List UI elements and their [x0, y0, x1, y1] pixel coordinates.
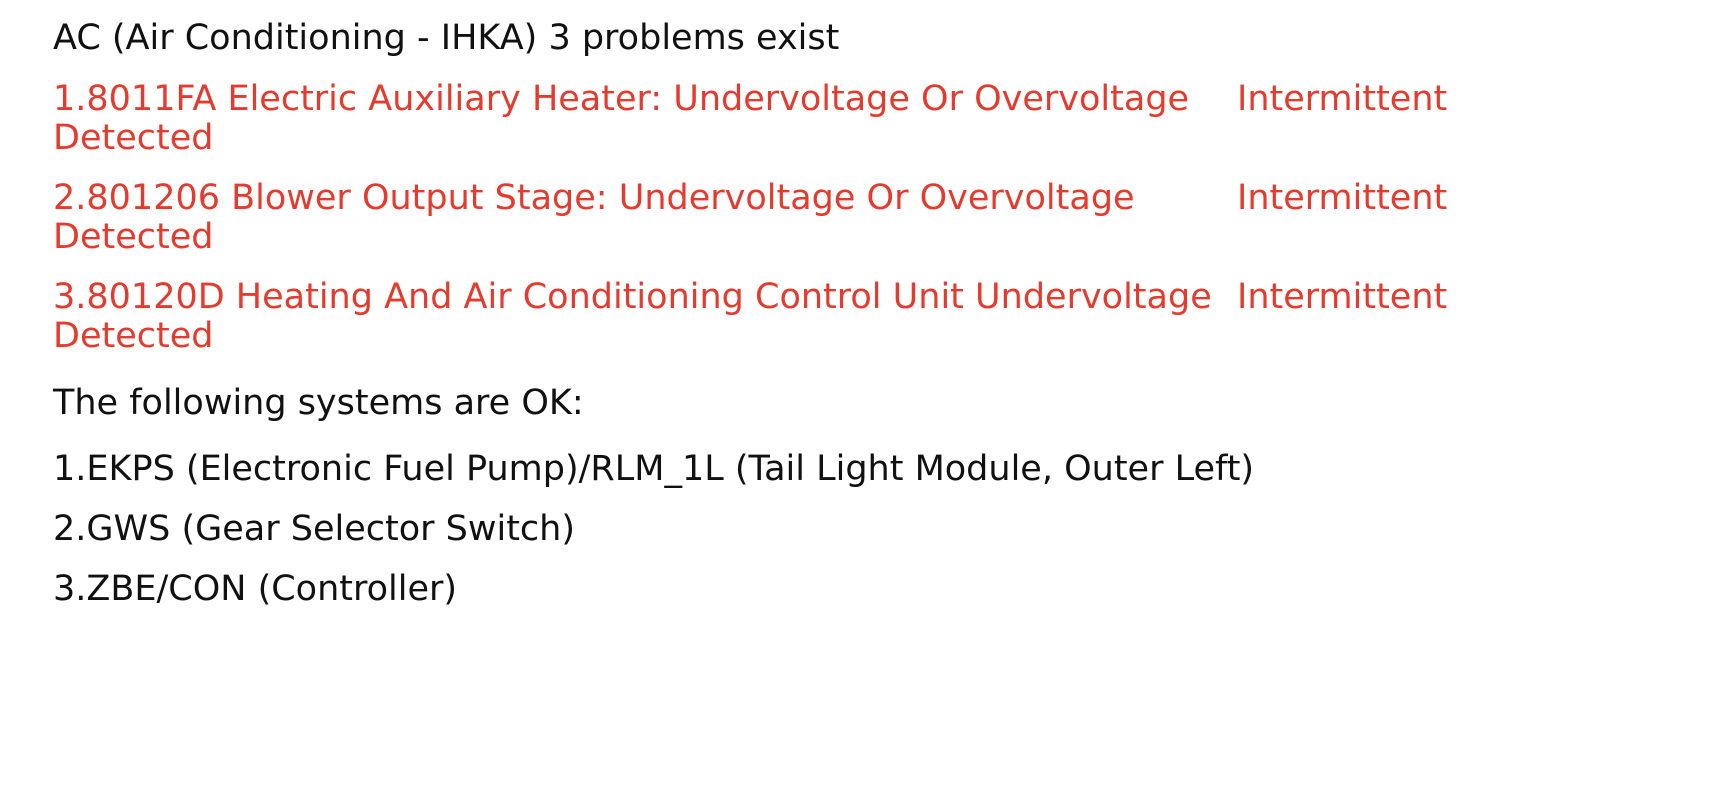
fault-item	[53, 80, 1453, 158]
ok-system-item: 2.GWS (Gear Selector Switch)	[53, 509, 576, 549]
fault-status: Intermittent	[1237, 178, 1448, 218]
system-heading: AC (Air Conditioning - IHKA) 3 problems exist	[53, 18, 840, 58]
ok-systems-list	[53, 445, 1673, 613]
diagnostic-report	[53, 14, 1673, 625]
fault-status: Intermittent	[1237, 277, 1448, 317]
ok-system-item: 1.EKPS (Electronic Fuel Pump)/RLM_1L (Tail Light Module, Outer Left)	[53, 449, 1255, 489]
ok-systems-heading: The following systems are OK:	[53, 383, 584, 423]
fault-status: Intermittent	[1237, 79, 1448, 119]
ok-system-item: 3.ZBE/CON (Controller)	[53, 569, 458, 609]
fault-description: 1.8011FA Electric Auxiliary Heater: Undervoltage Or Overvoltage Detected	[53, 79, 1190, 158]
fault-list	[53, 80, 1673, 356]
fault-item	[53, 179, 1453, 257]
fault-item	[53, 278, 1453, 356]
fault-description: 2.801206 Blower Output Stage: Undervoltage Or Overvoltage Detected	[53, 178, 1135, 257]
fault-description: 3.80120D Heating And Air Conditioning Control Unit Undervoltage Detected	[53, 277, 1212, 356]
